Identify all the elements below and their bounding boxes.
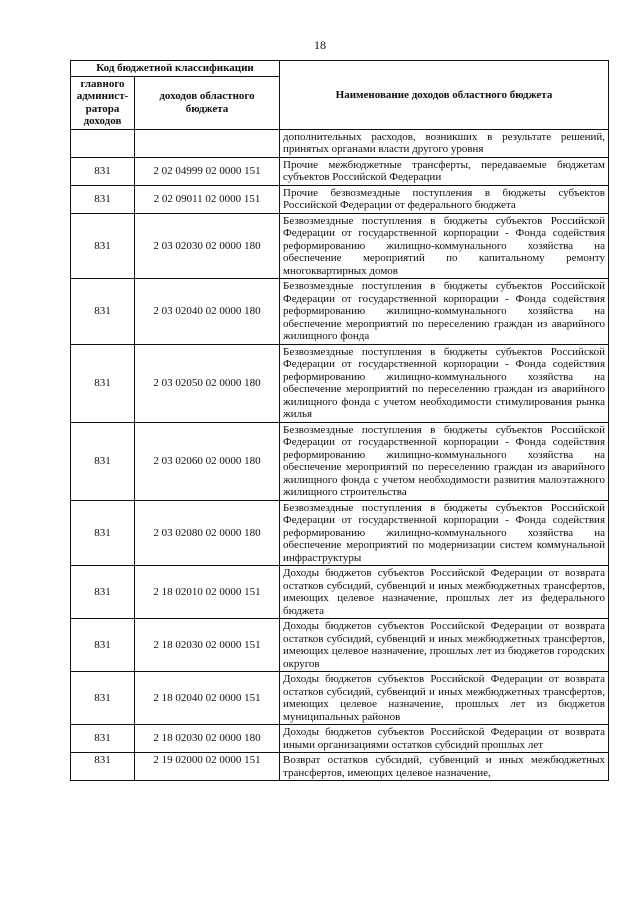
cell-admin: 831: [71, 157, 135, 185]
header-classification-code: Код бюджетной классификации: [71, 61, 280, 77]
cell-code: 2 19 02000 02 0000 151: [135, 753, 280, 781]
table-row: [71, 672, 609, 725]
cell-admin: [71, 129, 135, 157]
cell-admin: 831: [71, 753, 135, 781]
cell-name: Доходы бюджетов субъектов Российской Федерации от возврата иными организациями остатков субсидий прошлых лет: [280, 725, 609, 753]
page-number: 18: [314, 38, 326, 52]
cell-admin: 831: [71, 213, 135, 279]
cell-code: 2 18 02040 02 0000 151: [135, 672, 280, 725]
table-row: [71, 213, 609, 279]
cell-name: Безвозмездные поступления в бюджеты субъектов Российской Федерации от государственной корпорации - Фонда содействия реформированию жилищно-коммунального хозяйства на обеспечение мероприятий по переселению граждан из аварийного жилищного фонда с учетом необходимости развития малоэтажного жилищного строительства: [280, 422, 609, 500]
cell-name: Доходы бюджетов субъектов Российской Федерации от возврата остатков субсидий, субвенций и иных межбюджетных трансфертов, имеющих целевое назначение, прошлых лет из федерального бюджета: [280, 566, 609, 619]
cell-code: 2 18 02010 02 0000 151: [135, 566, 280, 619]
cell-name: Безвозмездные поступления в бюджеты субъектов Российской Федерации от государственной корпорации - Фонда содействия реформированию жилищно-коммунального хозяйства на обеспечение мероприятий по капитальному ремонту многоквартирных домов: [280, 213, 609, 279]
cell-code: [135, 129, 280, 157]
cell-code: 2 03 02080 02 0000 180: [135, 500, 280, 566]
cell-code: 2 03 02050 02 0000 180: [135, 344, 280, 422]
cell-name: Возврат остатков субсидий, субвенций и иных межбюджетных трансфертов, имеющих целевое назначение,: [280, 753, 609, 781]
table-row: [71, 185, 609, 213]
header-row-group: [71, 61, 609, 77]
cell-admin: 831: [71, 185, 135, 213]
table-row: [71, 566, 609, 619]
header-regional-income: доходов областного бюджета: [135, 76, 280, 129]
cell-name: Прочие межбюджетные трансферты, передаваемые бюджетам субъектов Российской Федерации: [280, 157, 609, 185]
cell-code: 2 03 02040 02 0000 180: [135, 279, 280, 345]
table-row: [71, 725, 609, 753]
cell-code: 2 18 02030 02 0000 180: [135, 725, 280, 753]
table-row: [71, 422, 609, 500]
table-row: [71, 129, 609, 157]
header-income-name: Наименование доходов областного бюджета: [280, 61, 609, 130]
header-chief-administrator: главного админист-ратора доходов: [71, 76, 135, 129]
cell-name: Безвозмездные поступления в бюджеты субъектов Российской Федерации от государственной корпорации - Фонда содействия реформированию жилищно-коммунального хозяйства на обеспечение мероприятий по переселению граждан из аварийного жилищного фонда с учетом необходимости стимулирования рынка жилья: [280, 344, 609, 422]
table-row: [71, 157, 609, 185]
table-row: [71, 500, 609, 566]
cell-name: Доходы бюджетов субъектов Российской Федерации от возврата остатков субсидий, субвенций и иных межбюджетных трансфертов, имеющих целевое назначение, прошлых лет из бюджетов городских округов: [280, 619, 609, 672]
table-row: [71, 619, 609, 672]
cell-code: 2 02 09011 02 0000 151: [135, 185, 280, 213]
cell-code: 2 03 02060 02 0000 180: [135, 422, 280, 500]
cell-code: 2 03 02030 02 0000 180: [135, 213, 280, 279]
cell-code: 2 18 02030 02 0000 151: [135, 619, 280, 672]
cell-admin: 831: [71, 566, 135, 619]
cell-admin: 831: [71, 344, 135, 422]
table-row: [71, 344, 609, 422]
cell-admin: 831: [71, 500, 135, 566]
table-row: [71, 279, 609, 345]
cell-name: дополнительных расходов, возникших в результате решений, принятых органами власти другого уровня: [280, 129, 609, 157]
cell-name: Прочие безвозмездные поступления в бюджеты субъектов Российской Федерации от федерального бюджета: [280, 185, 609, 213]
cell-admin: 831: [71, 672, 135, 725]
cell-admin: 831: [71, 279, 135, 345]
table-row: [71, 753, 609, 781]
cell-name: Безвозмездные поступления в бюджеты субъектов Российской Федерации от государственной корпорации - Фонда содействия реформированию жилищно-коммунального хозяйства на обеспечение мероприятий по модернизации систем коммунальной инфраструктуры: [280, 500, 609, 566]
cell-name: Безвозмездные поступления в бюджеты субъектов Российской Федерации от государственной корпорации - Фонда содействия реформированию жилищно-коммунального хозяйства на обеспечение мероприятий по переселению граждан из аварийного жилищного фонда: [280, 279, 609, 345]
cell-admin: 831: [71, 619, 135, 672]
budget-classification-table: [70, 60, 609, 781]
cell-admin: 831: [71, 422, 135, 500]
cell-name: Доходы бюджетов субъектов Российской Федерации от возврата остатков субсидий, субвенций и иных межбюджетных трансфертов, имеющих целевое назначение, прошлых лет из бюджетов муниципальных районов: [280, 672, 609, 725]
cell-code: 2 02 04999 02 0000 151: [135, 157, 280, 185]
cell-admin: 831: [71, 725, 135, 753]
table-body: [71, 129, 609, 781]
